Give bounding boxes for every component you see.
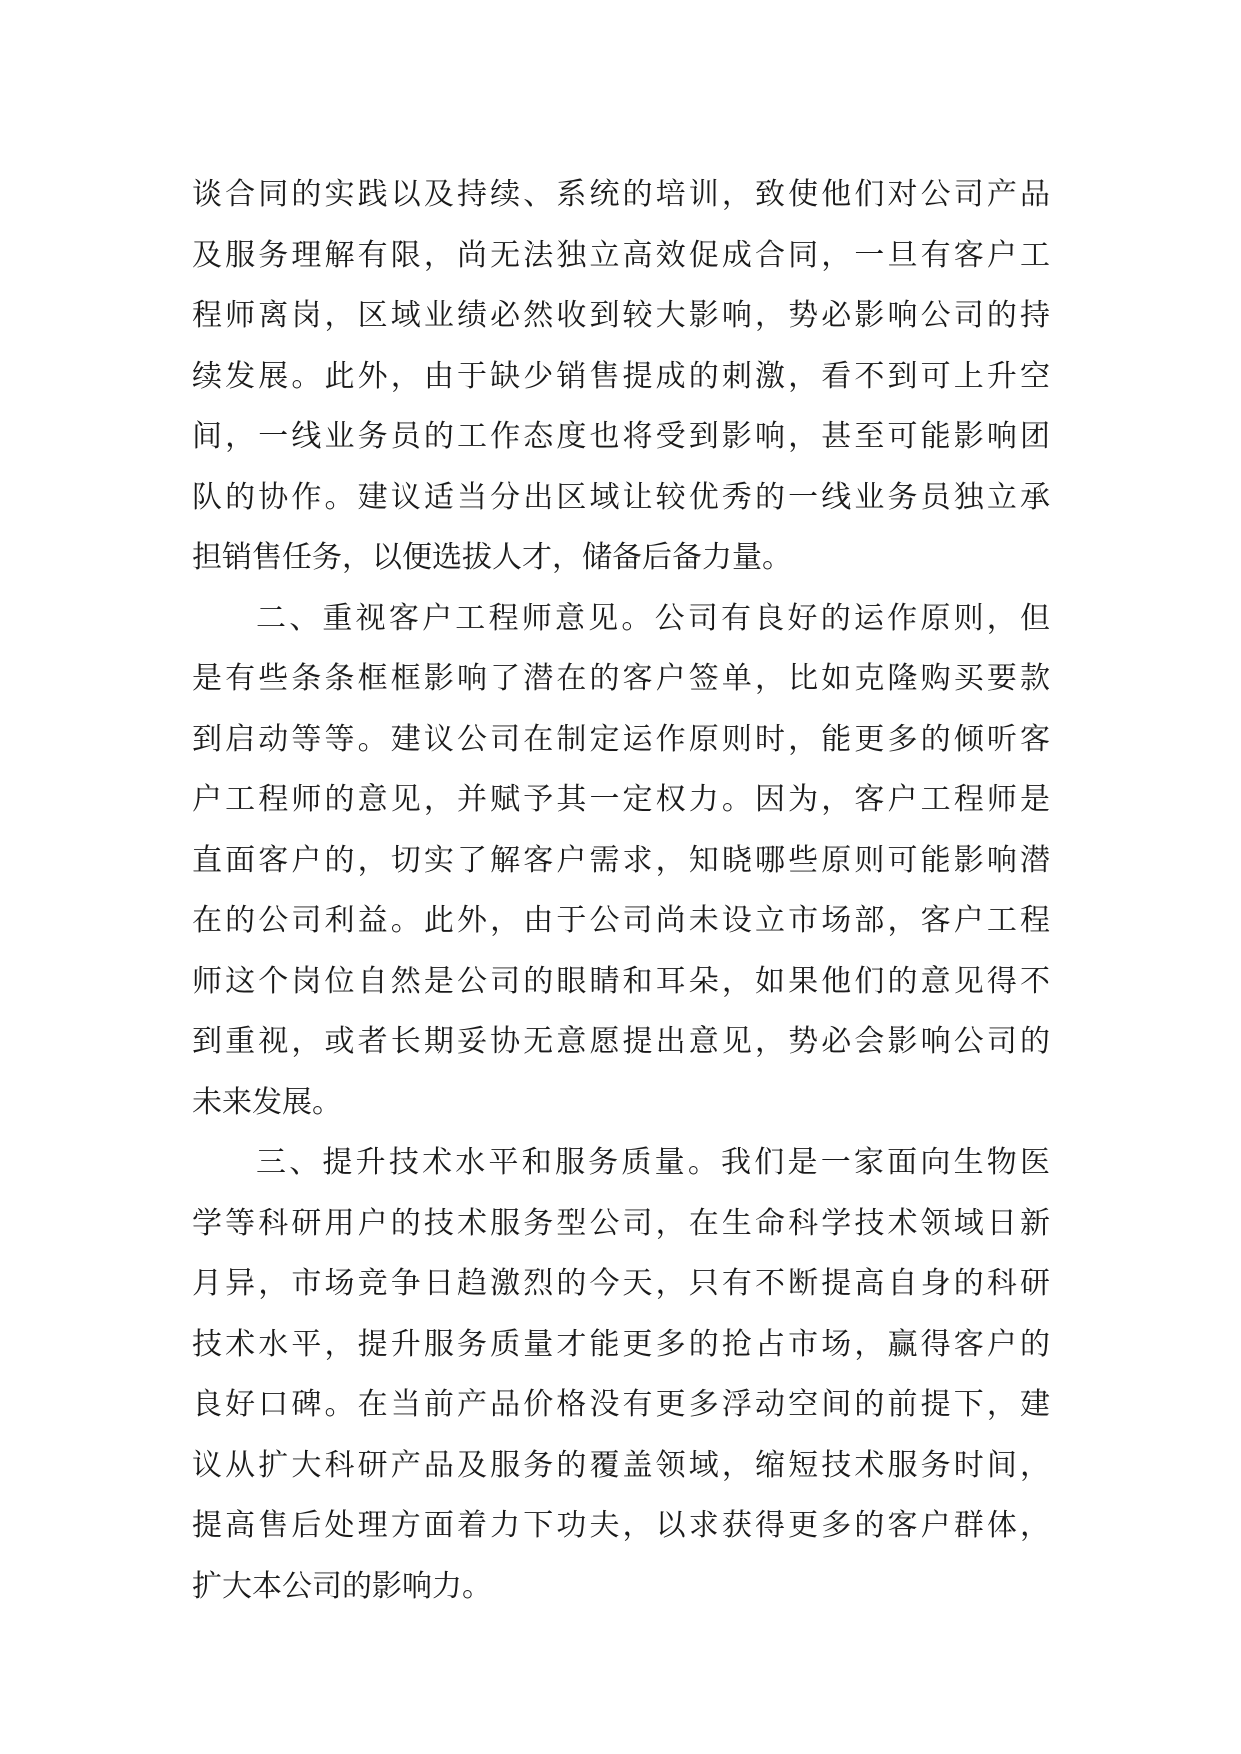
text-line: 二、重视客户工程师意见。公司有良好的运作原则，但: [256, 600, 1050, 636]
text-line: 队的协作。建议适当分出区域让较优秀的一线业务员独立承: [192, 479, 1050, 515]
text-line: 到启动等等。建议公司在制定运作原则时，能更多的倾听客: [192, 721, 1050, 757]
text-line: 程师离岗，区域业绩必然收到较大影响，势必影响公司的持: [192, 298, 1050, 333]
text-line: 谈合同的实践以及持续、系统的培训，致使他们对公司产品: [192, 177, 1050, 212]
text-line: 技术水平，提升服务质量才能更多的抢占市场，赢得客户的: [192, 1326, 1050, 1362]
paragraph: [192, 1133, 1050, 1617]
document-page: [192, 165, 1050, 1617]
text-line: 三、提升技术水平和服务质量。我们是一家面向生物医: [256, 1145, 1050, 1180]
paragraph: [192, 165, 1050, 589]
text-line: 是有些条条框框影响了潜在的客户签单，比如克隆购买要款: [192, 661, 1050, 696]
text-line: 在的公司利益。此外，由于公司尚未设立市场部，客户工程: [192, 903, 1050, 938]
text-line: 学等科研用户的技术服务型公司，在生命科学技术领域日新: [192, 1205, 1050, 1241]
text-line: 到重视，或者长期妥协无意愿提出意见，势必会影响公司的: [192, 1024, 1050, 1059]
text-line: 未来发展。: [192, 1084, 342, 1120]
text-line: 户工程师的意见，并赋予其一定权力。因为，客户工程师是: [192, 782, 1050, 817]
text-line: 间，一线业务员的工作态度也将受到影响，甚至可能影响团: [192, 419, 1050, 454]
text-line: 续发展。此外，由于缺少销售提成的刺激，看不到可上升空: [192, 358, 1050, 394]
text-line: 直面客户的，切实了解客户需求，知晓哪些原则可能影响潜: [192, 842, 1050, 878]
paragraph: [192, 589, 1050, 1134]
text-line: 议从扩大科研产品及服务的覆盖领域，缩短技术服务时间，: [192, 1447, 1050, 1483]
text-line: 担销售任务，以便选拔人才，储备后备力量。: [192, 540, 792, 575]
text-line: 提高售后处理方面着力下功夫，以求获得更多的客户群体，: [192, 1508, 1050, 1543]
text-line: 及服务理解有限，尚无法独立高效促成合同，一旦有客户工: [192, 237, 1050, 273]
text-line: 师这个岗位自然是公司的眼睛和耳朵，如果他们的意见得不: [192, 963, 1050, 999]
text-line: 月异，市场竞争日趋激烈的今天，只有不断提高自身的科研: [192, 1266, 1050, 1301]
text-line: 良好口碑。在当前产品价格没有更多浮动空间的前提下，建: [192, 1387, 1050, 1422]
text-line: 扩大本公司的影响力。: [192, 1568, 492, 1604]
